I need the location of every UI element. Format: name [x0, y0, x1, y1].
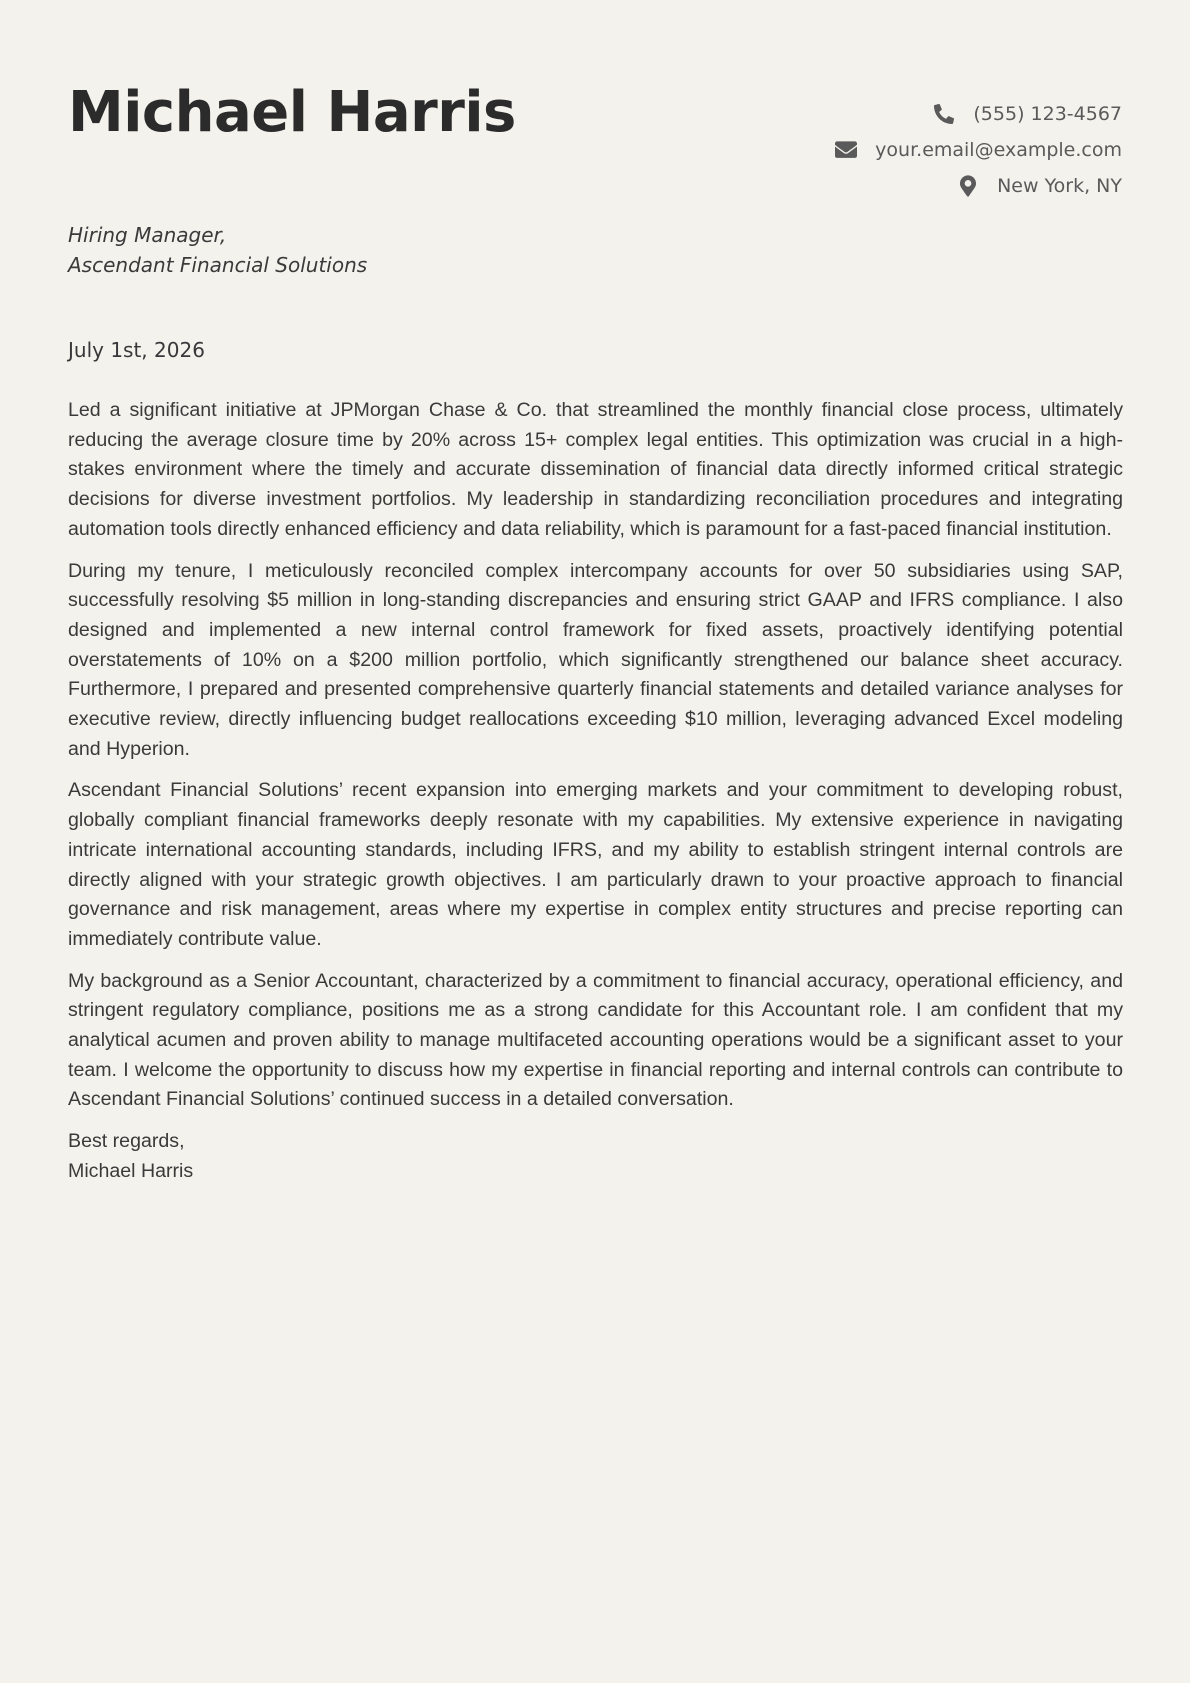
- letter-date: July 1st, 2026: [68, 338, 205, 362]
- recipient-block: [68, 220, 367, 280]
- recipient-company: Ascendant Financial Solutions: [68, 253, 368, 277]
- phone-icon: [933, 103, 955, 125]
- applicant-name: Michael Harris: [68, 80, 516, 145]
- closing-block: [68, 1127, 1123, 1186]
- cover-letter-page: [68, 0, 1128, 1683]
- closing-salutation: Best regards,: [68, 1130, 185, 1153]
- location-text: New York, NY: [997, 175, 1122, 197]
- body-paragraph: Led a significant initiative at JPMorgan Chase & Co. that streamlined the monthly financial close process, ultimately reducing the average closure time by 20% across 15+ complex legal entities. This optimization was crucial in a high-stakes environment where the timely and accurate dissemination of financial data directly informed critical strategic decisions for diverse investment portfolios. My leadership in standardizing reconciliation procedures and integrating automation tools directly enhanced efficiency and data reliability, which is paramount for a fast-paced financial institution.: [68, 399, 1123, 540]
- contact-block: [835, 96, 1122, 204]
- contact-location: [835, 168, 1122, 204]
- contact-phone: [835, 96, 1122, 132]
- map-pin-icon: [957, 175, 979, 197]
- body-paragraph: Ascendant Financial Solutions’ recent expansion into emerging markets and your commitment to developing robust, globally compliant financial frameworks deeply resonate with my capabilities. My extensive experience in navigating intricate international accounting standards, including IFRS, and my ability to establish stringent internal controls are directly aligned with your strategic growth objectives. I am particularly drawn to your proactive approach to financial governance and risk management, areas where my expertise in complex entity structures and precise reporting can immediately contribute value.: [68, 779, 1123, 950]
- closing-signature: Michael Harris: [68, 1159, 194, 1182]
- recipient-title: Hiring Manager,: [68, 223, 227, 247]
- phone-text: (555) 123-4567: [973, 103, 1122, 125]
- envelope-icon: [835, 139, 857, 161]
- contact-email: [835, 132, 1122, 168]
- letter-body: [68, 396, 1123, 1187]
- body-paragraph: During my tenure, I meticulously reconciled complex intercompany accounts for over 50 subsidiaries using SAP, successfully resolving $5 million in long-standing discrepancies and ensuring strict GAAP and IFRS compliance. I also designed and implemented a new internal control framework for fixed assets, proactively identifying potential overstatements of 10% on a $200 million portfolio, which significantly strengthened our balance sheet accuracy. Furthermore, I prepared and presented comprehensive quarterly financial statements and detailed variance analyses for executive review, directly influencing budget reallocations exceeding $10 million, leveraging advanced Excel modeling and Hyperion.: [68, 559, 1123, 760]
- body-paragraph: My background as a Senior Accountant, characterized by a commitment to financial accuracy, operational efficiency, and stringent regulatory compliance, positions me as a strong candidate for this Accountant role. I am confident that my analytical acumen and proven ability to manage multifaceted accounting operations would be a significant asset to your team. I welcome the opportunity to discuss how my expertise in financial reporting and internal controls can contribute to Ascendant Financial Solutions’ continued success in a detailed conversation.: [68, 969, 1123, 1111]
- email-text: your.email@example.com: [875, 139, 1122, 161]
